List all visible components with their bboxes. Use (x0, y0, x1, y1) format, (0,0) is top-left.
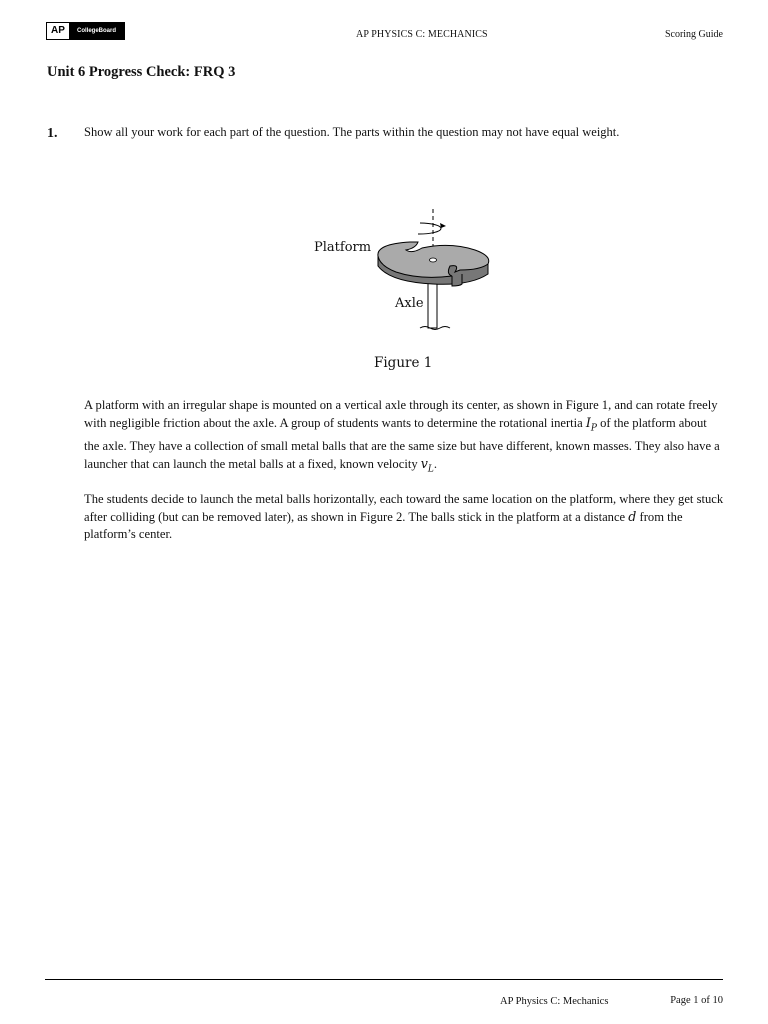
footer-course: AP Physics C: Mechanics (500, 996, 609, 1007)
center-hole (430, 258, 437, 262)
figure-1 (300, 204, 500, 339)
page-title: Unit 6 Progress Check: FRQ 3 (47, 64, 236, 80)
paragraph-1: A platform with an irregular shape is mounted on a vertical axle through its center, as shown in Figure 1, and can rotate freely with negligible friction about the axle. A group of students wants to determine the rotational inertia $I_P$ of the platform about the axle. They have a collection of small metal balls that are the same size but have different, known masses. They also have a launcher that can launch the metal balls at a fixed, known velocity $v_L$. (84, 398, 720, 475)
p1-text-b: of the platform about the axle. They have a collection of small metal balls that are the same size but have different, known masses. They also have a launcher that can launch the metal balls at a fixed, known velocity (84, 416, 720, 471)
question-instruction: Show all your work for each part of the question. The parts within the question may not have equal weight. (84, 125, 620, 139)
label-axle: Axle (395, 296, 424, 311)
collegeboard-logo-text: CollegeBoard (69, 23, 124, 39)
paragraph-2 (84, 491, 724, 543)
footer-page: Page 1 of 10 (670, 995, 723, 1006)
label-platform: Platform (314, 240, 372, 255)
ap-logo-text: AP (47, 23, 69, 39)
header-guide: Scoring Guide (664, 29, 723, 40)
footer-divider (45, 979, 723, 980)
platform-notch (452, 274, 462, 286)
rotation-arrow (418, 223, 441, 234)
figure-caption: Figure 1 (374, 355, 433, 371)
var-vl: $v_L$ (420, 455, 434, 475)
question-number: 1. (47, 126, 58, 141)
header-course: AP PHYSICS C: MECHANICS (356, 29, 488, 40)
rotation-arrowhead (440, 223, 446, 228)
p1-text-a: A platform with an irregular shape is mounted on a vertical axle through its center, as shown in Figure 1, and can rotate freely with negligible friction about the axle. A group of students wants to determine the rotational inertia (84, 398, 718, 430)
p2-text-a: The students decide to launch the metal balls horizontally, each toward the same location on the platform, where they get stuck after colliding (but can be removed later), as shown in Figure 2. The balls stick in the platform at a distance (84, 492, 724, 524)
platform-axle-diagram (300, 204, 500, 339)
var-ip: $I_P$ (585, 415, 597, 434)
p2-text-b: from the platform’s center. (84, 510, 683, 541)
axle-shape (428, 282, 437, 328)
var-d: d (628, 509, 637, 524)
ap-collegeboard-logo (46, 22, 125, 40)
